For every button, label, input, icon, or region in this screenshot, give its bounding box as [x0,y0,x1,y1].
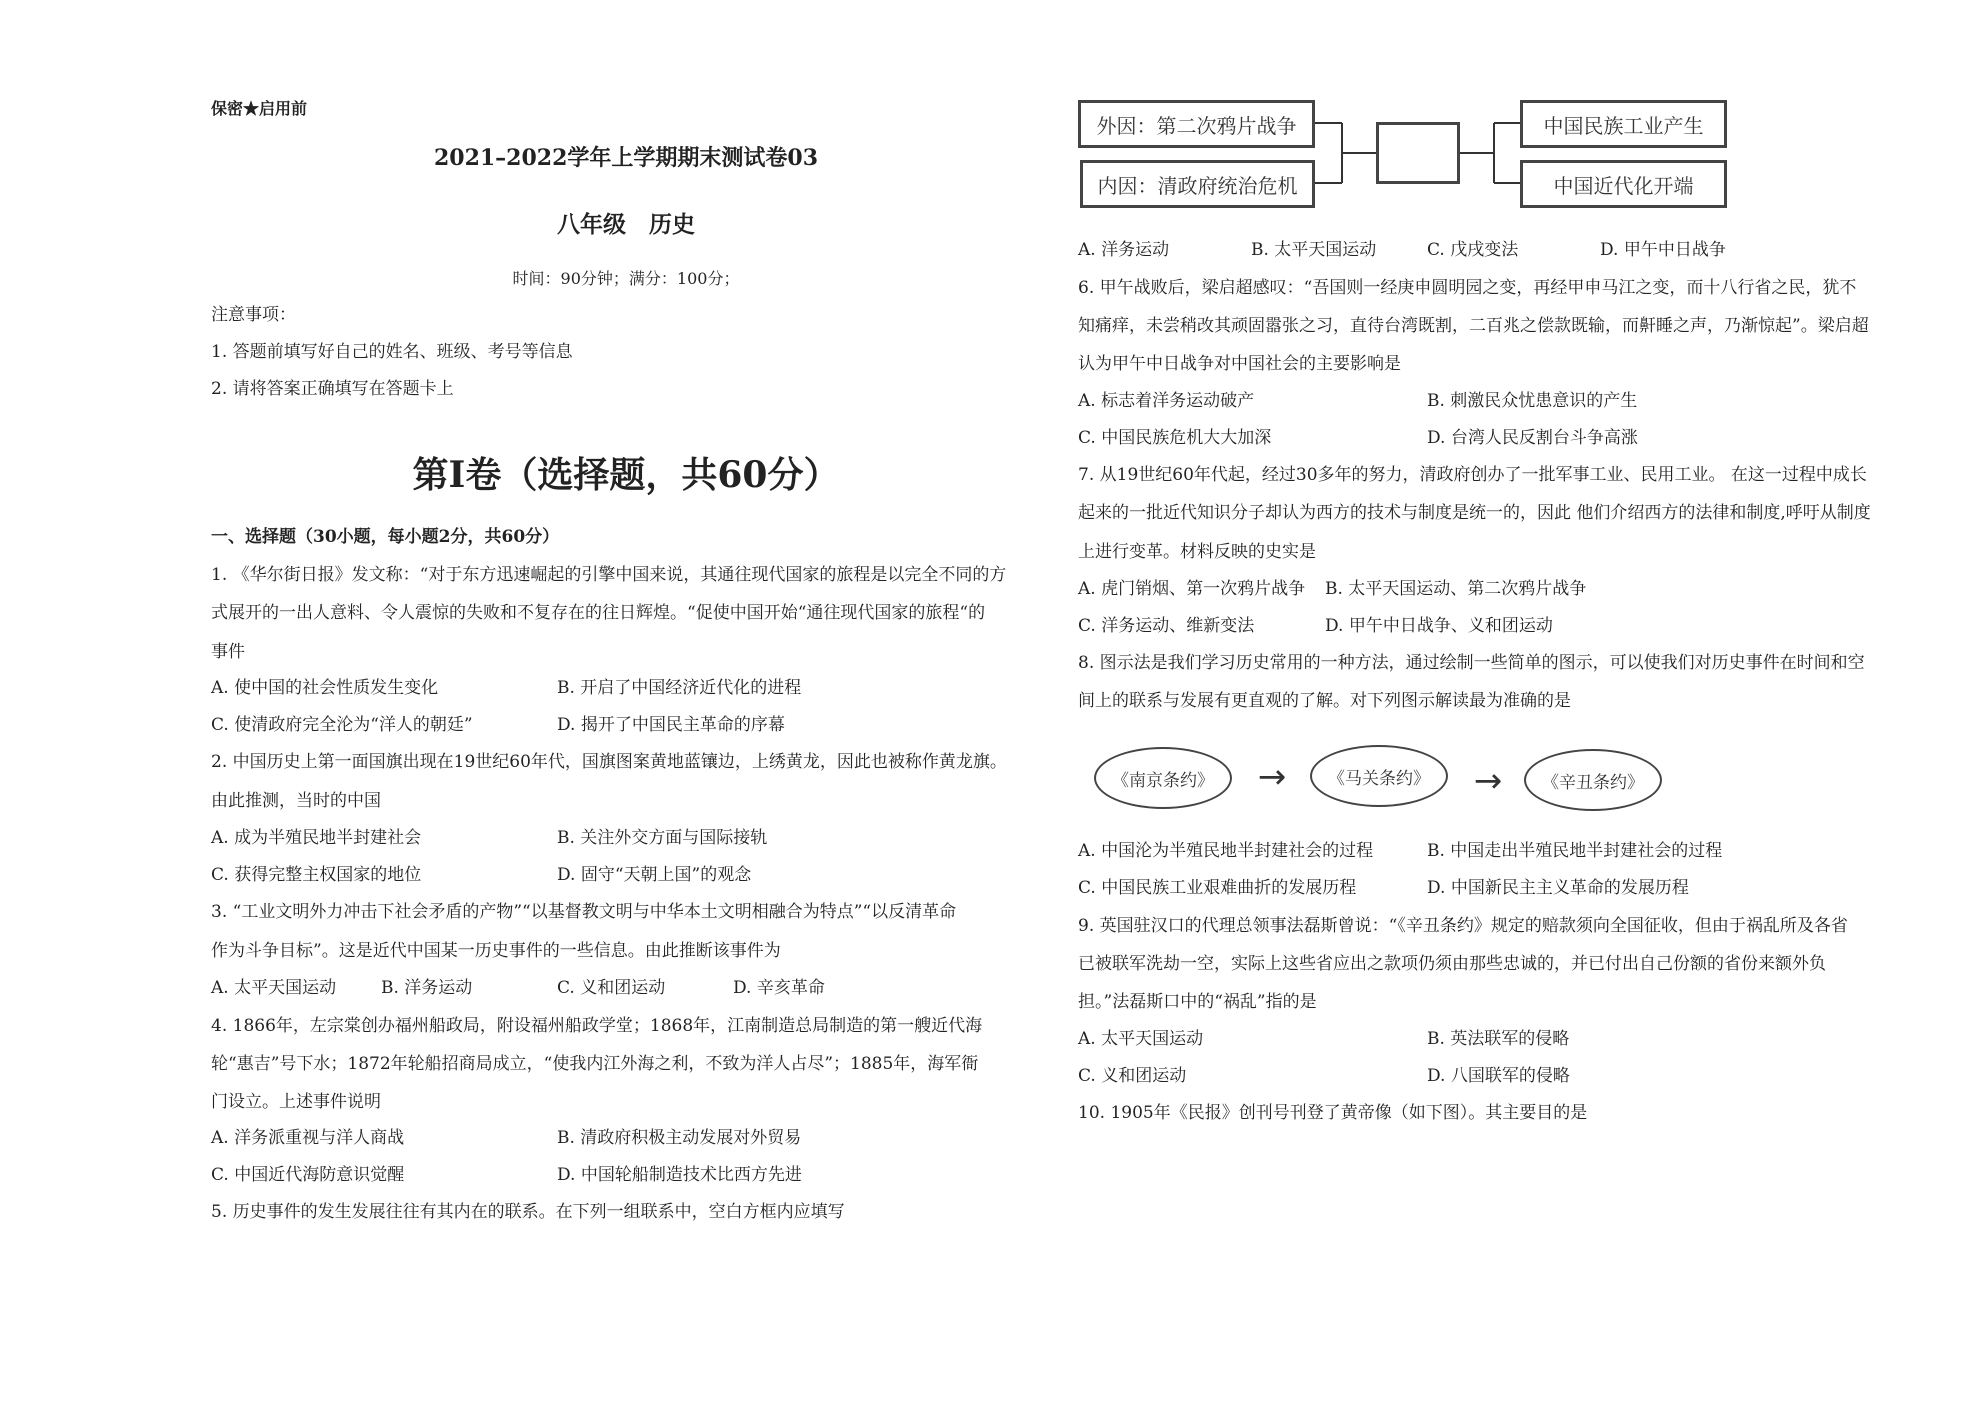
q5-result-box-2: 中国近代化开端 [1520,160,1727,208]
q2-line-2: 由此推测，当时的中国 [211,791,381,811]
q8-line-2: 间上的联系与发展有更直观的了解。对下列图示解读最为准确的是 [1078,691,1571,711]
q7-line-1: 7. 从19世纪60年代起，经过30多年的努力，清政府创办了一批军事工业、民用工业。 在这一过程中成长 [1078,465,1867,485]
q1-line-2: 式展开的一出人意料、令人震惊的失败和不复存在的往日辉煌。“促使中国开始“通往现代国家的旅程“的 [211,603,986,623]
q6-option-b: B. 刺激民众忧患意识的产生 [1427,391,1638,411]
q6-line-1: 6. 甲午战败后，梁启超感叹：“吾国则一经庚申圆明园之变，再经甲申马江之变，而十八行省之民，犹不 [1078,278,1857,298]
exam-time: 时间：90分钟；满分：100分； [512,269,740,288]
q3-line-1: 3. “工业文明外力冲击下社会矛盾的产物”“以基督教文明与中华本土文明相融合为特点”“以反清革命 [211,902,957,922]
exam-title: 2021–2022学年上学期期末测试卷03 [433,145,819,171]
q4-option-b: B. 清政府积极主动发展对外贸易 [557,1128,802,1148]
q5-blank-box [1376,122,1460,184]
notice-title: 注意事项： [211,305,296,325]
q2-line-1: 2. 中国历史上第一面国旗出现在19世纪60年代，国旗图案黄地蓝镶边，上绣黄龙，因此也被称作黄龙旗。 [211,752,1007,772]
q8-arrow-2: → [1473,761,1503,801]
q1-option-c: C. 使清政府完全沦为“洋人的朝廷” [211,715,473,735]
q3-option-a: A. 太平天国运动 [211,978,337,998]
notice-item-2: 2. 请将答案正确填写在答题卡上 [211,379,454,399]
q5-result-box-1: 中国民族工业产生 [1520,100,1727,148]
q2-option-a: A. 成为半殖民地半封建社会 [211,828,422,848]
q5-option-d: D. 甲午中日战争 [1600,240,1726,260]
q9-option-b: B. 英法联军的侵略 [1427,1029,1570,1049]
q7-option-a: A. 虎门销烟、第一次鸦片战争 [1078,579,1306,599]
section-heading: 一、选择题（30小题，每小题2分，共60分） [211,527,560,547]
q5-option-b: B. 太平天国运动 [1251,240,1377,260]
q1-option-b: B. 开启了中国经济近代化的进程 [557,678,802,698]
q9-option-c: C. 义和团运动 [1078,1066,1187,1086]
q5-diagram [1078,96,1728,212]
q7-option-c: C. 洋务运动、维新变法 [1078,616,1255,636]
q1-option-a: A. 使中国的社会性质发生变化 [211,678,439,698]
q6-option-a: A. 标志着洋务运动破产 [1078,391,1255,411]
q9-option-d: D. 八国联军的侵略 [1427,1066,1570,1086]
q1-line-1: 1. 《华尔街日报》发文称：“对于东方迅速崛起的引擎中国来说，其通往现代国家的旅程是以完全不同的方 [211,565,1007,585]
q8-line-1: 8. 图示法是我们学习历史常用的一种方法，通过绘制一些简单的图示，可以使我们对历史事件在时间和空 [1078,653,1865,673]
exam-subtitle: 八年级 历史 [557,211,695,238]
q9-option-a: A. 太平天国运动 [1078,1029,1204,1049]
q5-option-a: A. 洋务运动 [1078,240,1170,260]
q5-inner-cause-box: 内因：清政府统治危机 [1080,160,1315,208]
q4-line-2: 轮“惠吉”号下水；1872年轮船招商局成立，“使我内江外海之利，不致为洋人占尽”；1885年，海军衙 [211,1054,979,1074]
q8-option-d: D. 中国新民主主义革命的发展历程 [1427,878,1689,898]
q8-option-c: C. 中国民族工业艰难曲折的发展历程 [1078,878,1357,898]
q4-line-1: 4. 1866年，左宗棠创办福州船政局，附设福州船政学堂；1868年，江南制造总局制造的第一艘近代海 [211,1016,983,1036]
q7-option-b: B. 太平天国运动、第二次鸦片战争 [1325,579,1587,599]
q4-option-a: A. 洋务派重视与洋人商战 [211,1128,405,1148]
q10-line-1: 10. 1905年《民报》创刊号刊登了黄帝像（如下图）。其主要目的是 [1078,1103,1588,1123]
q9-line-1: 9. 英国驻汉口的代理总领事法磊斯曾说：“《辛丑条约》规定的赔款须向全国征收，但由于祸乱所及各省 [1078,916,1848,936]
q8-diagram [1094,745,1664,813]
q6-option-c: C. 中国民族危机大大加深 [1078,428,1272,448]
secret-label: 保密★启用前 [211,99,308,118]
q3-option-d: D. 辛亥革命 [733,978,825,998]
q4-option-c: C. 中国近代海防意识觉醒 [211,1165,405,1185]
q6-line-2: 知痛痒，未尝稍改其顽固嚣张之习，直待台湾既割，二百兆之偿款既输，而鼾睡之声，乃渐惊起”。梁启超 [1078,316,1869,336]
q1-option-d: D. 揭开了中国民主革命的序幕 [557,715,785,735]
q4-option-d: D. 中国轮船制造技术比西方先进 [557,1165,802,1185]
q7-line-2: 起来的一批近代知识分子却认为西方的技术与制度是统一的，因此 他们介绍西方的法律和制度,呼吁从制度 [1078,503,1871,523]
q4-line-3: 门设立。上述事件说明 [211,1092,381,1112]
q7-option-d: D. 甲午中日战争、义和团运动 [1325,616,1553,636]
q8-option-a: A. 中国沦为半殖民地半封建社会的过程 [1078,841,1374,861]
q1-line-3: 事件 [211,642,245,662]
q5-line-1: 5. 历史事件的发生发展往往有其内在的联系。在下列一组联系中，空白方框内应填写 [211,1202,845,1222]
q9-line-3: 担。”法磊斯口中的“祸乱”指的是 [1078,992,1317,1012]
q7-line-3: 上进行变革。材料反映的史实是 [1078,542,1316,562]
q8-treaty-xinchou: 《辛丑条约》 [1524,749,1662,811]
q2-option-c: C. 获得完整主权国家的地位 [211,865,422,885]
q8-arrow-1: → [1257,757,1287,797]
q9-line-2: 已被联军洗劫一空，实际上这些省应出之款项仍须由那些忠诚的，并已付出自己份额的省份来额外负 [1078,954,1826,974]
q6-line-3: 认为甲午中日战争对中国社会的主要影响是 [1078,354,1401,374]
q3-line-2: 作为斗争目标”。这是近代中国某一历史事件的一些信息。由此推断该事件为 [211,941,781,961]
q3-option-b: B. 洋务运动 [381,978,473,998]
q8-option-b: B. 中国走出半殖民地半封建社会的过程 [1427,841,1723,861]
q3-option-c: C. 义和团运动 [557,978,666,998]
notice-item-1: 1. 答题前填写好自己的姓名、班级、考号等信息 [211,342,573,362]
q8-treaty-maguan: 《马关条约》 [1310,745,1448,807]
q5-option-c: C. 戊戌变法 [1427,240,1519,260]
q2-option-b: B. 关注外交方面与国际接轨 [557,828,768,848]
q5-outer-cause-box: 外因：第二次鸦片战争 [1078,100,1315,148]
q6-option-d: D. 台湾人民反割台斗争高涨 [1427,428,1638,448]
section-title: 第I卷（选择题，共60分） [412,454,840,496]
q2-option-d: D. 固守“天朝上国”的观念 [557,865,752,885]
q8-treaty-nanjing: 《南京条约》 [1094,747,1232,809]
